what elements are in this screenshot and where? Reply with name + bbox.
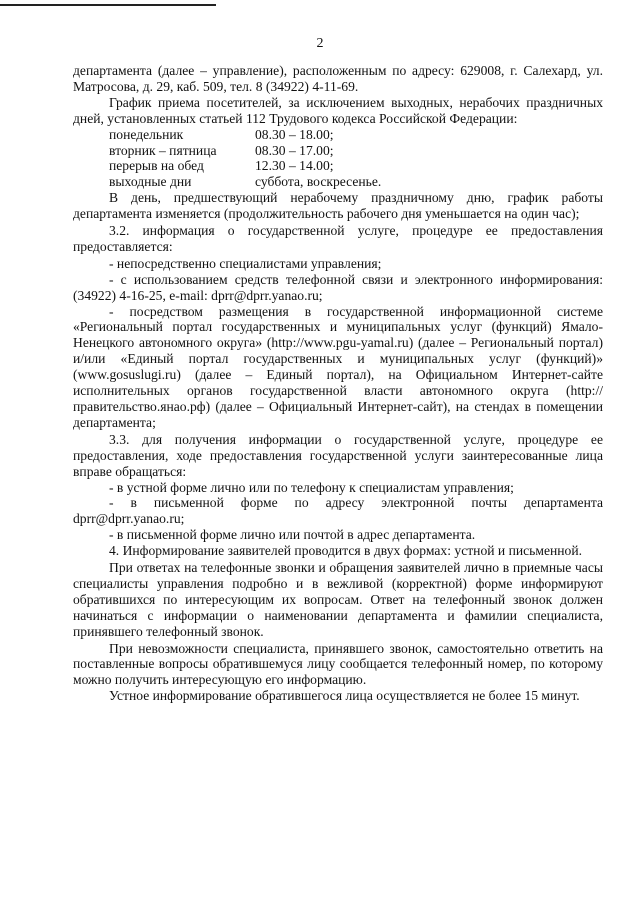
schedule-row (73, 143, 603, 159)
paragraph-phone-answers: При ответах на телефонные звонки и обращения заявителей лично в приемные часы специалисты управления подробно и в вежливой (корректной) форме информируют обратившихся по интересующим их вопросам. Ответ на телефонный звонок должен начинаться с информации о наименовании департамента и фамилии специалиста, принявшего телефонный звонок. (73, 560, 603, 639)
paragraph-schedule-intro: График приема посетителей, за исключением выходных, нерабочих праздничных дней, установленных статьей 112 Трудового кодекса Российской Федерации: (73, 94, 603, 126)
page-number: 2 (316, 36, 324, 51)
paragraph-4: 4. Информирование заявителей проводится в двух формах: устной и письменной. (109, 543, 583, 559)
list-item: - посредством размещения в государственной информационной системе «Региональный портал государственных и муниципальных услуг (функций) Ямало-Ненецкого автономного округа» (http://www.pgu-yamal.ru) (далее – Региональный портал) и/или «Единый портал государственных и муниципальных услуг (функций)» (www.gosuslugi.ru) (далее – Единый портал), на Официальном Интернет-сайте исполнительных органов государственной власти автономного округа (http://правительство.янао.рф) (далее – Официальный Интернет-сайт), на стендах в помещении департамента; (73, 303, 603, 430)
paragraph-redirect: При невозможности специалиста, принявшего звонок, самостоятельно ответить на поставленные вопросы обратившемуся лицу сообщается телефонный номер, по которому можно получить интересующую его информацию. (73, 640, 603, 688)
list-item: - в письменной форме лично или почтой в адрес департамента. (109, 527, 476, 543)
top-rule (0, 4, 216, 6)
document-body (73, 63, 603, 704)
list-item: - непосредственно специалистами управления; (109, 255, 382, 271)
schedule-row (73, 158, 603, 174)
paragraph-holiday: В день, предшествующий нерабочему праздничному дню, график работы департамента изменяется (продолжительность рабочего дня уменьшается на один час); (73, 190, 603, 222)
schedule-day: понедельник (109, 126, 184, 142)
schedule-time: 08.30 – 18.00; (255, 126, 334, 142)
schedule-list (73, 127, 603, 191)
schedule-time: суббота, воскресенье. (255, 174, 382, 190)
paragraph-3-2: 3.2. информация о государственной услуге, процедуре ее предоставления предоставляется: (73, 223, 603, 254)
list-item: - в устной форме лично или по телефону к специалистам управления; (109, 479, 514, 495)
schedule-time: 08.30 – 17.00; (255, 142, 334, 158)
list-item: - в письменной форме по адресу электронной почты департамента dprr@dprr.yanao.ru; (73, 495, 603, 527)
list-item: - с использованием средств телефонной связи и электронного информирования: (34922) 4-16-25, e-mail: dprr@dprr.yanao.ru; (73, 271, 603, 303)
schedule-row (73, 174, 603, 190)
schedule-day: выходные дни (109, 174, 192, 190)
schedule-day: перерыв на обед (109, 158, 204, 174)
schedule-day: вторник – пятница (109, 142, 217, 158)
schedule-row (73, 127, 603, 143)
paragraph-3-3: 3.3. для получения информации о государственной услуге, процедуре ее предоставления, ходе предоставления государственной услуги заинтересованные лица вправе обращаться: (73, 431, 603, 479)
paragraph-address: департамента (далее – управление), расположенным по адресу: 629008, г. Салехард, ул. Матросова, д. 29, каб. 509, тел. 8 (34922) 4-11-69. (73, 63, 603, 94)
schedule-time: 12.30 – 14.00; (255, 158, 334, 174)
paragraph-oral-time: Устное информирование обратившегося лица осуществляется не более 15 минут. (109, 688, 580, 704)
